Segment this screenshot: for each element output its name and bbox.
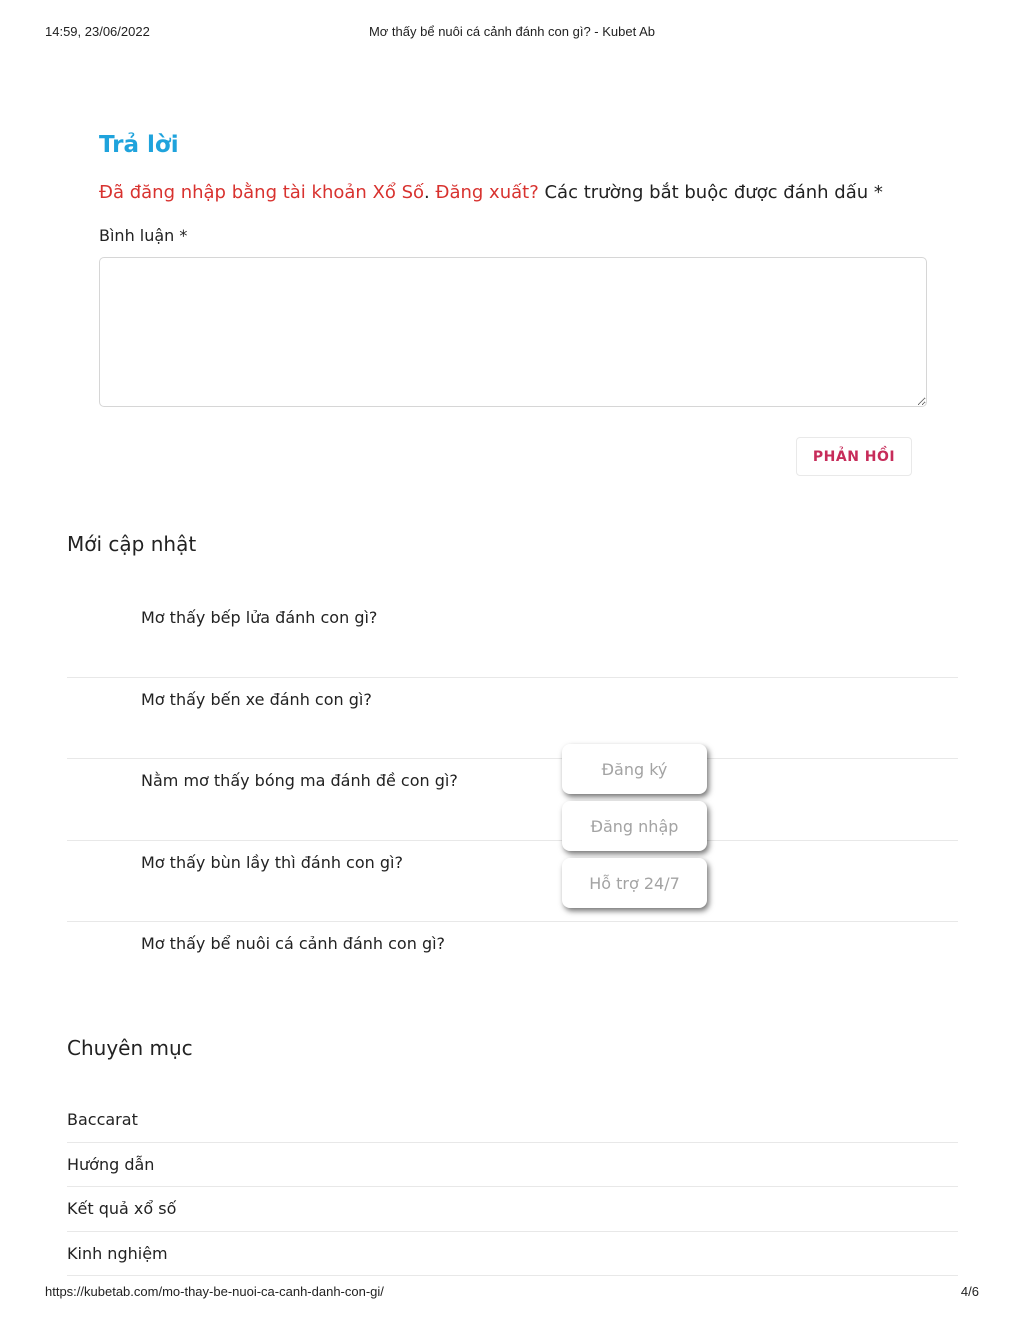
logged-in-period: . <box>424 182 430 203</box>
category-link[interactable]: Baccarat <box>67 1110 138 1129</box>
categories-list <box>67 1098 958 1276</box>
list-item <box>67 678 958 760</box>
reply-title: Trả lời <box>99 132 179 158</box>
recent-post-link[interactable]: Mơ thấy bến xe đánh con gì? <box>141 689 372 709</box>
list-item <box>67 596 958 678</box>
required-fields-note: Các trường bắt buộc được đánh dấu * <box>538 182 883 203</box>
list-item <box>67 759 958 841</box>
floating-register-button[interactable]: Đăng ký <box>562 744 707 794</box>
print-header <box>0 24 1024 42</box>
print-datetime: 14:59, 23/06/2022 <box>45 24 150 39</box>
recent-posts-title: Mới cập nhật <box>67 532 197 556</box>
recent-post-link[interactable]: Nằm mơ thấy bóng ma đánh đề con gì? <box>141 771 458 790</box>
logged-in-as <box>99 182 883 203</box>
categories-title: Chuyên mục <box>67 1036 193 1060</box>
recent-post-link[interactable]: Mơ thấy bùn lầy thì đánh con gì? <box>141 852 403 872</box>
list-item <box>67 1098 958 1143</box>
submit-reply-button[interactable]: PHẢN HỒI <box>796 437 912 476</box>
list-item <box>67 1187 958 1232</box>
list-item <box>67 922 958 1004</box>
floating-login-button[interactable]: Đăng nhập <box>562 801 707 851</box>
recent-post-link[interactable]: Mơ thấy bể nuôi cá cảnh đánh con gì? <box>141 934 446 953</box>
logged-in-account-link[interactable]: Đã đăng nhập bằng tài khoản Xổ Số <box>99 182 425 203</box>
list-item <box>67 1232 958 1277</box>
list-item <box>67 841 958 923</box>
recent-post-link[interactable]: Mơ thấy bếp lửa đánh con gì? <box>141 608 378 627</box>
comment-textarea[interactable] <box>99 257 927 407</box>
category-link[interactable]: Kết quả xổ số <box>67 1199 177 1218</box>
print-page-number: 4/6 <box>960 1284 979 1299</box>
comment-label: Bình luận * <box>99 226 188 245</box>
category-link[interactable]: Kinh nghiệm <box>67 1243 168 1263</box>
list-item <box>67 1143 958 1188</box>
category-link[interactable]: Hướng dẫn <box>67 1154 155 1174</box>
logout-link[interactable]: Đăng xuất? <box>435 182 539 203</box>
print-footer <box>0 1284 1024 1302</box>
print-url: https://kubetab.com/mo-thay-be-nuoi-ca-canh-danh-con-gi/ <box>45 1284 384 1299</box>
floating-support-button[interactable]: Hỗ trợ 24/7 <box>562 858 707 908</box>
recent-posts-list <box>67 596 958 1004</box>
print-page-title: Mơ thấy bể nuôi cá cảnh đánh con gì? - Kubet Ab <box>368 24 656 39</box>
